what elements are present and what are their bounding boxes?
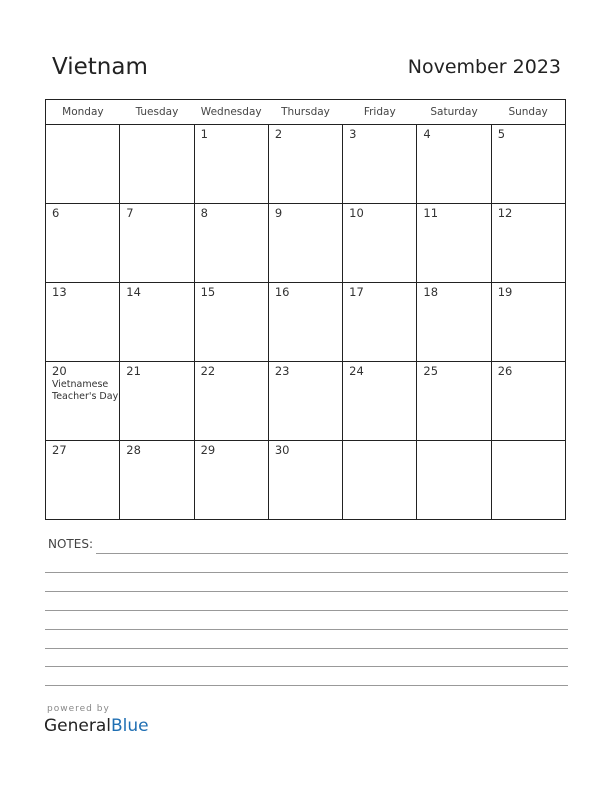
day-number: 1	[200, 127, 208, 141]
day-cell	[343, 362, 417, 441]
day-cell	[417, 283, 491, 362]
generalblue-logo	[44, 716, 149, 736]
day-number: 10	[349, 206, 364, 220]
day-number: 30	[274, 443, 290, 457]
week-row	[46, 441, 566, 520]
day-number: 22	[200, 364, 216, 378]
day-cell	[491, 204, 565, 283]
day-number: 6	[52, 206, 60, 220]
day-number: 26	[497, 364, 513, 378]
day-number: 13	[52, 285, 67, 299]
powered-by-text: powered by	[47, 704, 110, 714]
day-cell	[343, 204, 417, 283]
day-cell	[343, 125, 417, 204]
weekday-header-row	[46, 100, 566, 125]
day-cell	[120, 204, 194, 283]
day-number: 14	[126, 285, 141, 299]
day-cell	[417, 362, 491, 441]
note-line	[45, 685, 568, 686]
day-number: 15	[200, 285, 216, 299]
day-number: 20	[52, 364, 67, 378]
day-cell	[120, 362, 194, 441]
day-number: 24	[349, 364, 364, 378]
note-line	[45, 610, 568, 611]
notes-label: NOTES:	[48, 537, 93, 551]
note-line	[45, 572, 568, 573]
day-number: 3	[349, 127, 357, 141]
day-cell	[268, 204, 342, 283]
day-cell	[46, 125, 120, 204]
day-cell	[343, 283, 417, 362]
day-cell	[268, 283, 342, 362]
week-row	[46, 283, 566, 362]
weekday-tuesday: Tuesday	[120, 100, 194, 125]
note-line	[45, 648, 568, 649]
day-cell	[268, 362, 342, 441]
day-number: 7	[126, 206, 134, 220]
note-line	[45, 666, 568, 667]
day-cell	[194, 362, 268, 441]
day-cell	[120, 283, 194, 362]
day-cell	[46, 204, 120, 283]
note-line	[45, 591, 568, 592]
day-cell	[194, 204, 268, 283]
weekday-monday: Monday	[46, 100, 120, 125]
day-cell	[46, 283, 120, 362]
day-cell	[120, 125, 194, 204]
day-number: 9	[274, 206, 283, 220]
day-cell	[491, 362, 565, 441]
day-cell	[194, 283, 268, 362]
day-cell	[491, 125, 565, 204]
week-row	[46, 362, 566, 441]
note-line	[45, 629, 568, 630]
weekday-sunday: Sunday	[491, 100, 565, 125]
day-number: 23	[274, 364, 290, 378]
note-line	[96, 553, 568, 554]
day-cell	[194, 125, 268, 204]
day-cell	[120, 441, 194, 520]
day-number: 19	[497, 285, 513, 299]
month-year-title: November 2023	[407, 56, 561, 78]
weekday-friday: Friday	[343, 100, 417, 125]
country-title: Vietnam	[52, 54, 148, 80]
day-number: 29	[200, 443, 216, 457]
weekday-wednesday: Wednesday	[194, 100, 268, 125]
holiday-label: Vietnamese Teacher's Day	[52, 379, 119, 402]
week-row	[46, 204, 566, 283]
day-cell	[268, 441, 342, 520]
day-number: 16	[274, 285, 290, 299]
day-number: 18	[423, 285, 439, 299]
day-number: 8	[200, 206, 208, 220]
day-number: 4	[423, 127, 431, 141]
weekday-saturday: Saturday	[417, 100, 491, 125]
calendar-grid	[45, 99, 566, 520]
day-cell	[343, 441, 417, 520]
day-cell	[417, 125, 491, 204]
weekday-thursday: Thursday	[268, 100, 342, 125]
logo-blue: Blue	[111, 716, 149, 736]
day-cell	[194, 441, 268, 520]
day-number: 11	[423, 206, 439, 220]
day-number: 5	[497, 127, 506, 141]
day-number: 12	[497, 206, 513, 220]
day-number: 17	[349, 285, 364, 299]
day-cell	[46, 441, 120, 520]
day-number: 2	[274, 127, 283, 141]
week-row	[46, 125, 566, 204]
day-cell	[46, 362, 120, 441]
day-cell	[268, 125, 342, 204]
day-cell	[491, 441, 565, 520]
logo-general: General	[44, 716, 111, 736]
day-number: 21	[126, 364, 141, 378]
day-cell	[417, 204, 491, 283]
day-cell	[417, 441, 491, 520]
day-number: 25	[423, 364, 439, 378]
day-number: 28	[126, 443, 141, 457]
day-number: 27	[52, 443, 67, 457]
day-cell	[491, 283, 565, 362]
